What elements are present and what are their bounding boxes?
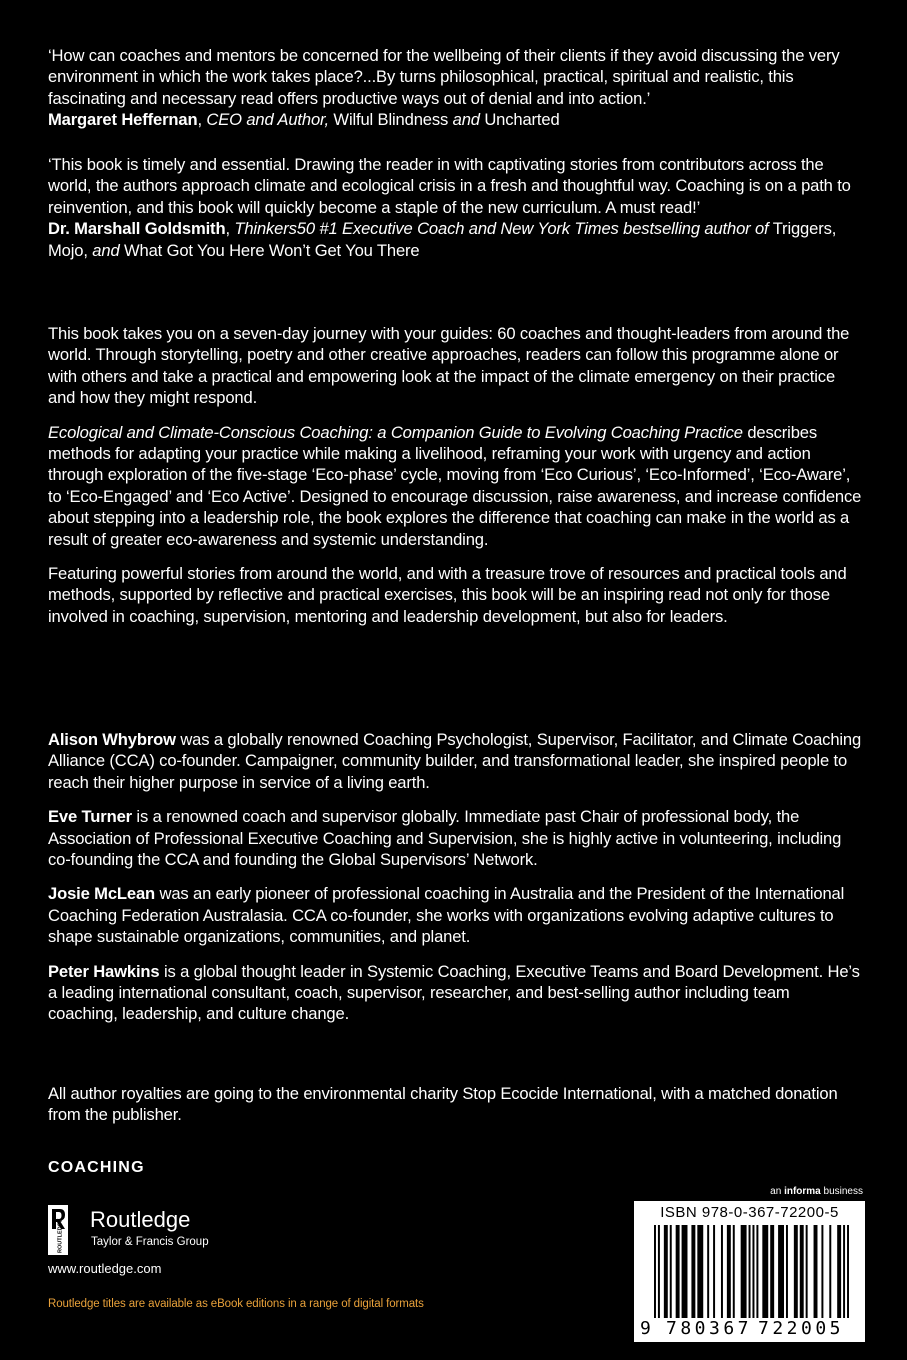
attribution-run: Uncharted: [479, 110, 560, 130]
author-bio: [48, 729, 863, 793]
barcode-bar: [778, 1225, 784, 1318]
barcode-bar: [697, 1225, 703, 1318]
subject-category: COACHING: [48, 1159, 145, 1176]
publisher-name: Routledge: [90, 1207, 191, 1232]
barcode-bar: [829, 1225, 831, 1318]
informa-brand: informa: [784, 1186, 821, 1197]
author-name: Peter Hawkins: [48, 961, 160, 981]
endorser-name: Margaret Heffernan: [48, 110, 198, 130]
barcode-bar: [691, 1225, 695, 1318]
endorser-name: Dr. Marshall Goldsmith: [48, 219, 226, 239]
barcode-bar: [794, 1225, 798, 1318]
routledge-r-icon: [48, 1205, 68, 1255]
isbn-label: ISBN 978-0-367-72200-5: [660, 1204, 839, 1221]
author-bio: [48, 806, 863, 870]
author-name: Alison Whybrow: [48, 730, 176, 749]
informa-suffix: business: [820, 1186, 863, 1197]
spine-text: ROUTLEDGE: [57, 1218, 64, 1253]
royalty-note: [48, 1083, 863, 1126]
attribution-run: What Got You Here Won’t Get You There: [119, 240, 420, 260]
book-title: Ecological and Climate-Conscious Coaching: a Companion Guide to Evolving Coaching Practice: [48, 422, 743, 442]
barcode-bar: [762, 1225, 768, 1318]
barcode-bar: [713, 1225, 715, 1318]
barcode-bar: [676, 1225, 680, 1318]
publisher-website-link[interactable]: www.routledge.com: [48, 1261, 162, 1276]
author-bio-text: is a renowned coach and supervisor globally. Immediate past Chair of professional body, the Association of Professional Executive Coaching and Supervision, she is highly active in volunteering, including co-founding the CCA and founding the Global Supervisors’ Network.: [48, 807, 842, 870]
informa-prefix: an: [770, 1186, 785, 1197]
quote-attribution: [48, 218, 863, 261]
endorsement-quote-1: [48, 45, 863, 131]
description-paragraph-1: This book takes you on a seven-day journey with your guides: 60 coaches and thought-leaders from around the world. Through storytelling, poetry and other creative approaches, readers can follow this programme alone or with others and take a practical and empowering look at the impact of the climate emergency on their practice and how they might respond.: [48, 324, 850, 408]
barcode-digit-group-2: 722005: [758, 1318, 845, 1339]
attribution-run: Triggers, Mojo,: [48, 219, 837, 260]
attribution-run: ,: [197, 110, 207, 130]
attribution-detail: [197, 110, 559, 129]
author-bio-text: was a globally renowned Coaching Psychologist, Supervisor, Facilitator, and Climate Coaching Alliance (CCA) co-founder. Campaigner, community builder, and transformational leader, she inspired people to reach their higher purpose in service of a living earth.: [48, 730, 862, 792]
endorsement-quote-2: [48, 154, 863, 261]
author-bio: [48, 961, 863, 1025]
barcode-bar: [670, 1225, 672, 1318]
description-paragraph-3: Featuring powerful stories from around the world, and with a treasure trove of resources and practical tools and methods, supported by reflective and practical exercises, this book will be an inspiring read not only for those involved in coaching, supervision, mentoring and leadership development, but also for leaders.: [48, 564, 847, 626]
barcode-digit-first: 9: [640, 1318, 651, 1339]
barcode-bar: [770, 1225, 774, 1318]
author-name: Josie McLean: [48, 884, 156, 904]
attribution-run: and: [92, 240, 120, 260]
barcode-bar: [806, 1225, 808, 1318]
quote-text: ‘How can coaches and mentors be concerned for the wellbeing of their clients if they avoid discussing the very environment in which the work takes place?...By turns philosophical, practical, spiritual and realistic, this fascinating and necessary read offers productive ways out of denial and into action.’: [48, 46, 840, 108]
barcode-bar: [837, 1225, 841, 1318]
barcode-bar: [800, 1225, 804, 1318]
attribution-run: and: [452, 110, 480, 130]
barcode-bar: [814, 1225, 818, 1318]
informa-business-label: [770, 1186, 863, 1197]
publisher-group: Taylor & Francis Group: [91, 1236, 209, 1248]
author-bio-text: was an early pioneer of professional coaching in Australia and the President of the International Coaching Federation Australasia. CCA co-founder, she works with organizations evolving adaptive cultures to shape sustainable organizations, communities, and planet.: [48, 884, 845, 947]
barcode-digits: [634, 1318, 865, 1340]
book-description: [48, 323, 863, 640]
routledge-logo: [48, 1205, 288, 1255]
barcode-digit-group-1: 780367: [666, 1318, 753, 1339]
quote-attribution: [48, 109, 863, 130]
royalty-text: All author royalties are going to the environmental charity Stop Ecocide International, with a matched donation from the publisher.: [48, 1084, 838, 1125]
author-bio: [48, 883, 863, 947]
barcode-bar: [733, 1225, 735, 1318]
author-bios: [48, 729, 863, 1038]
isbn-barcode: [634, 1201, 865, 1342]
quote-text: ‘This book is timely and essential. Drawing the reader in with captivating stories from contributors across the world, the authors approach climate and ecological crisis in a fresh and thoughtful way. Coaching is on a path to reinvention, and this book will quickly become a staple of the new curriculum. A must read!’: [48, 155, 851, 217]
attribution-run: Wilful Blindness: [328, 110, 453, 130]
attribution-run: CEO and Author,: [206, 110, 329, 130]
attribution-run: Thinkers50 #1 Executive Coach and New York Times bestselling author of: [234, 219, 769, 239]
description-paragraph-2-text: describes methods for adapting your practice while making a livelihood, reframing your work with urgency and action through exploration of the five-stage ‘Eco-phase’ cycle, moving from ‘Eco Curious’, ‘Eco-Informed’, ‘Eco-Aware’, to ‘Eco-Engaged’ and ‘Eco Active’. Designed to encourage discussion, raise awareness, and increase confidence about stepping into a leadership role, the book explores the difference that coaching can make in the world as a result of greater eco-awareness and systemic understanding.: [48, 422, 862, 549]
barcode-bar: [664, 1225, 668, 1318]
barcode-bar: [756, 1225, 758, 1318]
barcode-bar: [786, 1225, 788, 1318]
ebook-note: Routledge titles are available as eBook editions in a range of digital formats: [48, 1298, 424, 1310]
barcode-bar: [682, 1225, 688, 1318]
author-bio-text: is a global thought leader in Systemic Coaching, Executive Teams and Board Development. He’s a leading international consultant, coach, supervisor, researcher, and best-selling author including team coaching, leadership, and culture change.: [48, 961, 860, 1024]
barcode-bar: [721, 1225, 723, 1318]
barcode-bar: [727, 1225, 731, 1318]
description-paragraph-2: [48, 422, 863, 550]
barcode-bar: [821, 1225, 823, 1318]
attribution-run: ,: [225, 219, 235, 239]
barcode-bar: [741, 1225, 747, 1318]
author-name: Eve Turner: [48, 807, 132, 827]
barcode-bar: [707, 1225, 709, 1318]
